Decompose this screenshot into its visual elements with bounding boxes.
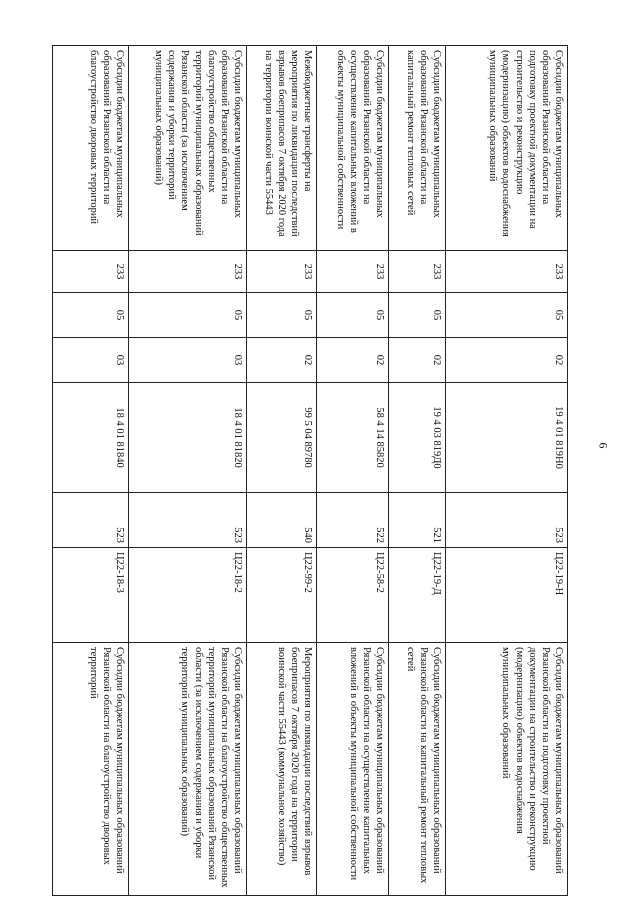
cell-expense-type: 523	[53, 493, 129, 548]
table-row	[389, 46, 446, 896]
cell-expense-type: 540	[247, 493, 317, 548]
cell-subsection: 02	[317, 338, 389, 383]
cell-subsection: 03	[53, 338, 129, 383]
cell-local-code: Ц22-19-Н	[446, 548, 568, 643]
cell-target-article: 58 4 14 85820	[317, 383, 389, 493]
cell-section: 05	[129, 293, 247, 338]
cell-description: Субсидии бюджетам муниципальных образований Рязанской области на благоустройство общественных территорий муниципальных образований Рязанской области (за исключением содержания и уборки территорий муниципальных образований)	[129, 643, 247, 896]
cell-target-article: 19 4 01 819Н0	[446, 383, 568, 493]
cell-description: Субсидии бюджетам муниципальных образований Рязанской области на капитальный ремонт тепловых сетей	[389, 643, 446, 896]
cell-description: Субсидии бюджетам муниципальных образований Рязанской области на осуществление капитальных вложений в объекты муниципальной собственности	[317, 643, 389, 896]
table-row	[247, 46, 317, 896]
cell-target-article: 18 4 01 81840	[53, 383, 129, 493]
cell-expense-type: 522	[317, 493, 389, 548]
cell-expense-type: 523	[129, 493, 247, 548]
cell-description: Субсидии бюджетам муниципальных образований Рязанской области на подготовку проектной документации на строительство и реконструкцию (модернизацию) объектов водоснабжения муниципальных образований	[446, 643, 568, 896]
cell-expense-name: Субсидии бюджетам муниципальных образований Рязанской области на подготовку проектной документации на строительство и реконструкцию (модернизацию) объектов водоснабжения муниципальных образований	[446, 46, 568, 251]
cell-target-article: 99 5 04 89780	[247, 383, 317, 493]
cell-local-code: Ц22-18-3	[53, 548, 129, 643]
table-row	[446, 46, 568, 896]
cell-local-code: Ц22-99-2	[247, 548, 317, 643]
cell-subsection: 02	[247, 338, 317, 383]
cell-expense-name: Субсидии бюджетам муниципальных образований Рязанской области на благоустройство дворовых территорий	[53, 46, 129, 251]
cell-expense-name: Субсидии бюджетам муниципальных образований Рязанской области на благоустройство общественных территорий муниципальных образований Рязанской области (за исключением содержания и уборки территорий муниципальных образований)	[129, 46, 247, 251]
cell-local-code: Ц22-19-Д	[389, 548, 446, 643]
cell-expense-type: 521	[389, 493, 446, 548]
cell-section: 05	[446, 293, 568, 338]
cell-section: 05	[53, 293, 129, 338]
cell-subsection: 03	[129, 338, 247, 383]
table-row	[317, 46, 389, 896]
cell-grbs: 233	[247, 251, 317, 293]
cell-section: 05	[389, 293, 446, 338]
cell-expense-name: Межбюджетные трансферты на мероприятия по ликвидации последствий взрывов боеприпасов 7 октября 2020 года на территории воинской части 55443	[247, 46, 317, 251]
cell-grbs: 233	[53, 251, 129, 293]
budget-classification-table	[52, 45, 568, 896]
cell-description: Субсидии бюджетам муниципальных образований Рязанской области на благоустройство дворовых территорий	[53, 643, 129, 896]
cell-expense-type: 523	[446, 493, 568, 548]
cell-grbs: 233	[129, 251, 247, 293]
cell-grbs: 233	[389, 251, 446, 293]
cell-grbs: 233	[317, 251, 389, 293]
cell-expense-name: Субсидии бюджетам муниципальных образований Рязанской области на капитальный ремонт тепловых сетей	[389, 46, 446, 251]
cell-description: Мероприятия по ликвидации последствий взрывов боеприпасов 7 октября 2020 года на территории воинской части 55443 (коммунальное хозяйство)	[247, 643, 317, 896]
table-row	[53, 46, 129, 896]
cell-subsection: 02	[446, 338, 568, 383]
cell-local-code: Ц22-58-2	[317, 548, 389, 643]
cell-target-article: 19 4 03 819Д0	[389, 383, 446, 493]
cell-target-article: 18 4 01 81820	[129, 383, 247, 493]
cell-expense-name: Субсидии бюджетам муниципальных образований Рязанской области на осуществление капитальных вложений в объекты муниципальной собственности	[317, 46, 389, 251]
cell-section: 05	[247, 293, 317, 338]
cell-section: 05	[317, 293, 389, 338]
page-number: 6	[596, 442, 611, 449]
table-row	[129, 46, 247, 896]
cell-local-code: Ц22-18-2	[129, 548, 247, 643]
cell-subsection: 02	[389, 338, 446, 383]
cell-grbs: 233	[446, 251, 568, 293]
